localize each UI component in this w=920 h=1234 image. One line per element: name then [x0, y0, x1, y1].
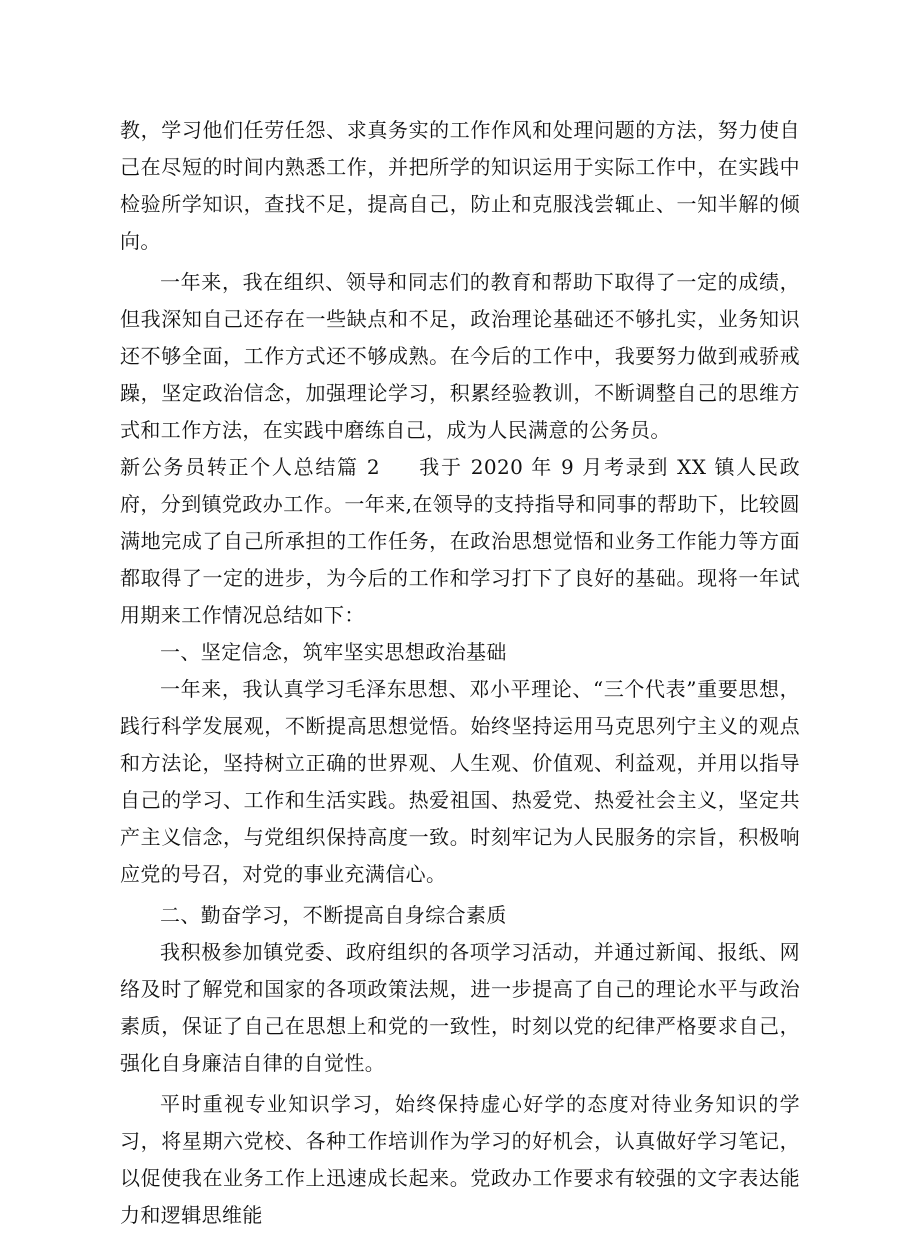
document-body: [120, 112, 800, 1234]
article-intro-text: 我于 2020 年 9 月考录到 XX 镇人民政府，分到镇党政办工作。一年来,在领导的支持指导和同事的帮助下，比较圆满地完成了自己所承担的工作任务，在政治思想觉悟和业务工作能力等方面都取得了一定的进步，为今后的工作和学习打下了良好的基础。现将一年试用期来工作情况总结如下：: [120, 455, 800, 627]
section-heading-2: 二、勤奋学习，不断提高自身综合素质: [160, 903, 507, 927]
paragraph-article-intro: [120, 449, 800, 634]
paragraph-political-beliefs: 一年来，我认真学习毛泽东思想、邓小平理论、“三个代表”重要思想，践行科学发展观，不断提高思想觉悟。始终坚持运用马克思列宁主义的观点和方法论，坚持树立正确的世界观、人生观、价值观、利益观，并用以指导自己的学习、工作和生活实践。热爱祖国、热爱党、热爱社会主义，坚定共产主义信念，与党组织保持高度一致。时刻牢记为人民服务的宗旨，积极响应党的号召，对党的事业充满信心。: [120, 677, 800, 886]
paragraph-self-reflection: 一年来，我在组织、领导和同志们的教育和帮助下取得了一定的成绩，但我深知自己还存在一些缺点和不足，政治理论基础还不够扎实，业务知识还不够全面，工作方式还不够成熟。在今后的工作中，我要努力做到戒骄戒躁，坚定政治信念，加强理论学习，积累经验教训，不断调整自己的思维方式和工作方法，在实践中磨练自己，成为人民满意的公务员。: [120, 270, 800, 442]
article-title: 新公务员转正个人总结篇 2: [120, 455, 380, 479]
section-heading-1: 一、坚定信念，筑牢坚实思想政治基础: [160, 640, 507, 664]
paragraph-professional-learning: 平时重视专业知识学习，始终保持虚心好学的态度对待业务知识的学习，将星期六党校、各种工作培训作为学习的好机会，认真做好学习笔记，以促使我在业务工作上迅速成长起来。党政办工作要求有较强的文字表达能力和逻辑思维能: [120, 1092, 800, 1227]
paragraph-study-activities: 我积极参加镇党委、政府组织的各项学习活动，并通过新闻、报纸、网络及时了解党和国家的各项政策法规，进一步提高了自己的理论水平与政治素质，保证了自己在思想上和党的一致性，时刻以党的纪律严格要求自己，强化自身廉洁自律的自觉性。: [120, 940, 800, 1075]
paragraph-continuation: 教，学习他们任劳任怨、求真务实的工作作风和处理问题的方法，努力使自己在尽短的时间内熟悉工作，并把所学的知识运用于实际工作中，在实践中检验所学知识，查找不足，提高自己，防止和克服浅尝辄止、一知半解的倾向。: [120, 118, 800, 253]
